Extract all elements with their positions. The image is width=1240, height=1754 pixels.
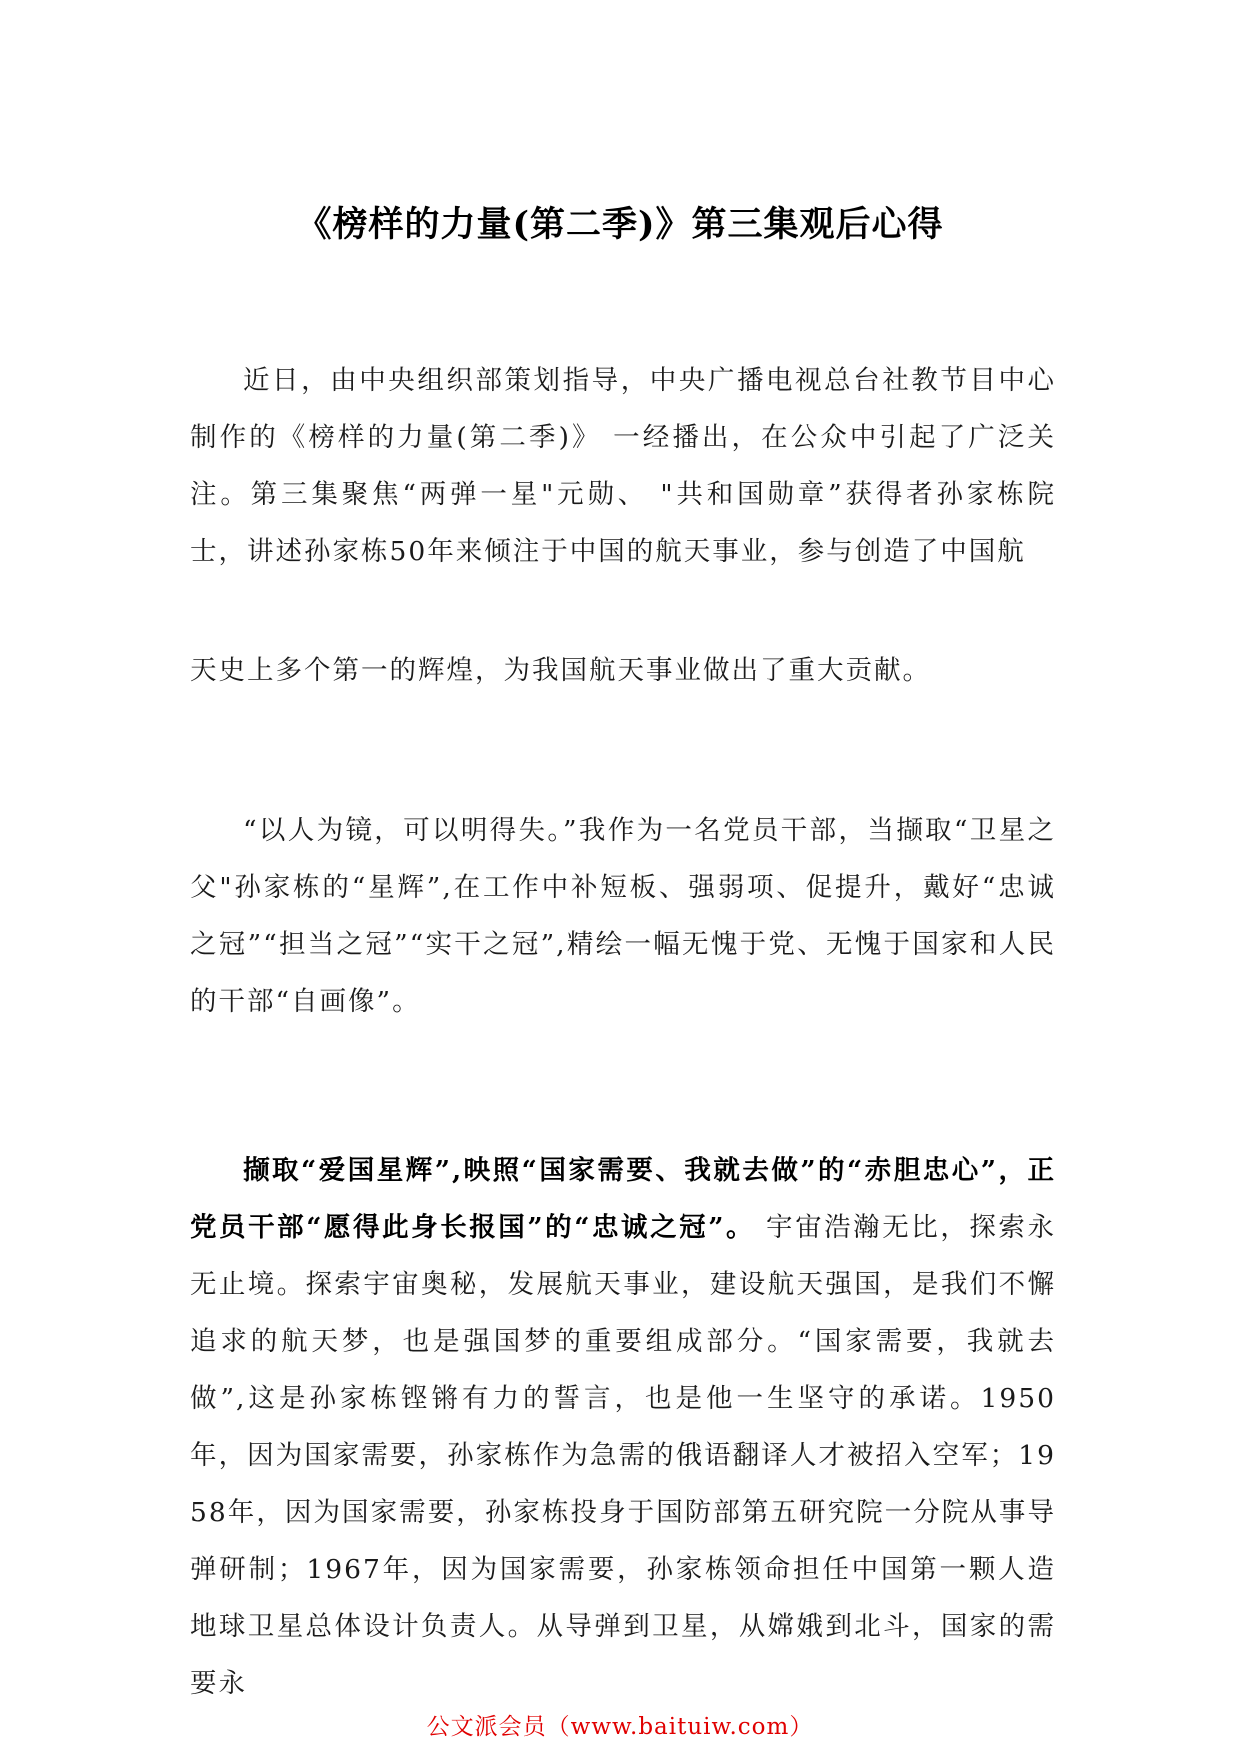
paragraph-mirror: “以人为镜，可以明得失。”我作为一名党员干部，当撷取“卫星之父"孙家栋的“星辉”,在工作中补短板、强弱项、促提升，戴好“忠诚之冠”“担当之冠”“实干之冠”,精绘一幅无愧于党、无愧于国家和人民的干部“自画像”。 — [190, 815, 1056, 1017]
paragraph-intro-continued: 天史上多个第一的辉煌，为我国航天事业做出了重大贡献。 — [190, 655, 931, 686]
paragraph-patriotism-body: 宇宙浩瀚无比，探索永无止境。探索宇宙奥秘，发展航天事业，建设航天强国，是我们不懈追求的航天梦，也是强国梦的重要组成部分。“国家需要，我就去做”,这是孙家栋铿锵有力的誓言，也是他一生坚守的承诺。1950年，因为国家需要，孙家栋作为急需的俄语翻译人才被招入空军；1958年，因为国家需要，孙家栋投身于国防部第五研究院一分院从事导弹研制；1967年，因为国家需要，孙家栋领命担任中国第一颗人造地球卫星总体设计负责人。从导弹到卫星，从嫦娥到北斗，国家的需要永 — [190, 1212, 1056, 1699]
document-title: 《榜样的力量(第二季)》第三集观后心得 — [296, 204, 944, 245]
paragraph-patriotism — [190, 1142, 1056, 1712]
paragraph-intro: 近日，由中央组织部策划指导，中央广播电视总台社教节目中心制作的《榜样的力量(第二季)》 一经播出，在公众中引起了广泛关注。第三集聚焦“两弹一星"元勋、 "共和国勋章”获得者孙家栋院士，讲述孙家栋50年来倾注于中国的航天事业，参与创造了中国航 — [190, 365, 1056, 567]
footer-watermark: 公文派会员（www.baituiw.com） — [426, 1714, 814, 1740]
paragraph-patriotism-heading: 撷取“爱国星辉”,映照“国家需要、我就去做”的“赤胆忠心”，正党员干部“愿得此身长报国”的“忠诚之冠”。 — [190, 1155, 1056, 1243]
